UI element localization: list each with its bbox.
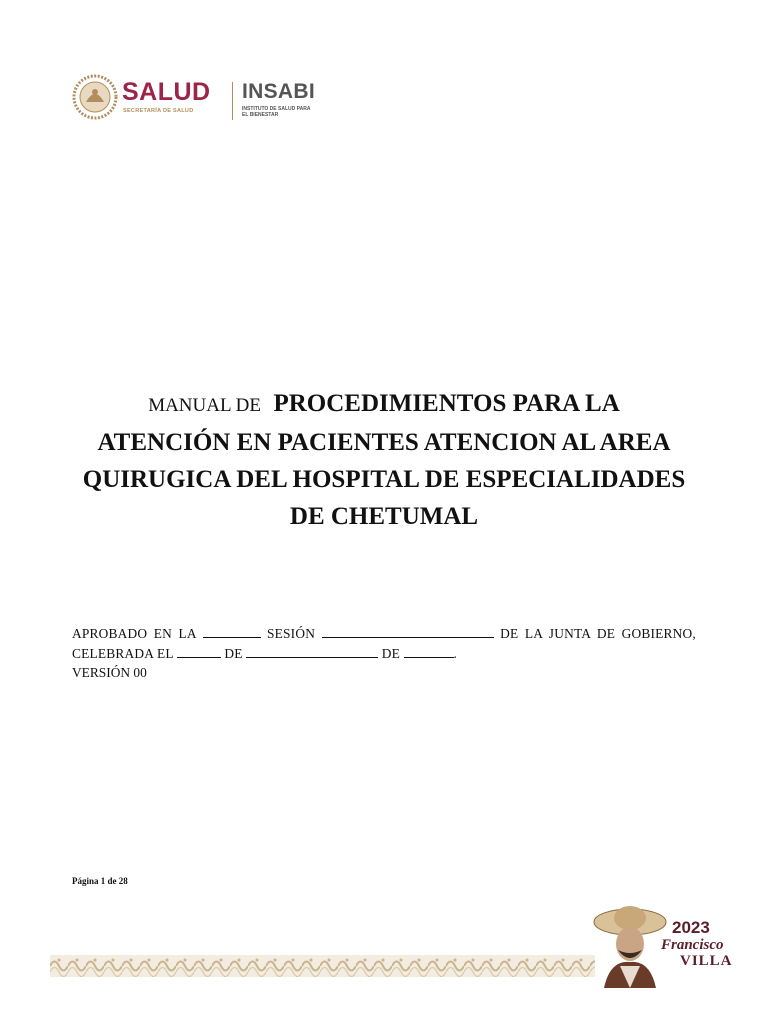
title-prefix: MANUAL DE — [148, 395, 261, 416]
commemorative-name: Francisco — [661, 937, 724, 953]
session-number-blank — [203, 624, 261, 638]
logo-divider — [232, 82, 233, 120]
document-title — [60, 385, 708, 535]
insabi-logo-text: INSABI — [242, 80, 315, 103]
year-blank — [404, 644, 454, 658]
insabi-subtitle: INSTITUTO DE SALUD PARA EL BIENESTAR — [242, 106, 311, 118]
title-line-1: PROCEDIMIENTOS PARA LA — [273, 390, 620, 417]
title-line-2: ATENCIÓN EN PACIENTES ATENCION AL AREA — [97, 429, 671, 456]
month-blank — [246, 644, 378, 658]
title-line-3: QUIRUGICA DEL HOSPITAL DE ESPECIALIDADES — [82, 466, 686, 493]
commemorative-surname: VILLA — [680, 953, 733, 969]
mexico-seal-icon — [72, 74, 118, 120]
approval-statement: APROBADO EN LA SESIÓN DE LA JUNTA DE GOBIERNO, CELEBRADA EL DE DE . — [72, 626, 696, 661]
header-logos — [72, 70, 342, 126]
salud-logo-text: SALUD — [122, 78, 211, 106]
version-label: VERSIÓN 00 — [72, 665, 147, 680]
decorative-footer-band — [50, 955, 595, 977]
title-line-4: DE CHETUMAL — [289, 503, 479, 530]
commemorative-year: 2023 — [672, 918, 710, 937]
day-blank — [177, 644, 221, 658]
session-type-blank — [322, 624, 494, 638]
page-number: Página 1 de 28 — [72, 876, 128, 886]
salud-subtitle: SECRETARÍA DE SALUD — [123, 108, 194, 114]
